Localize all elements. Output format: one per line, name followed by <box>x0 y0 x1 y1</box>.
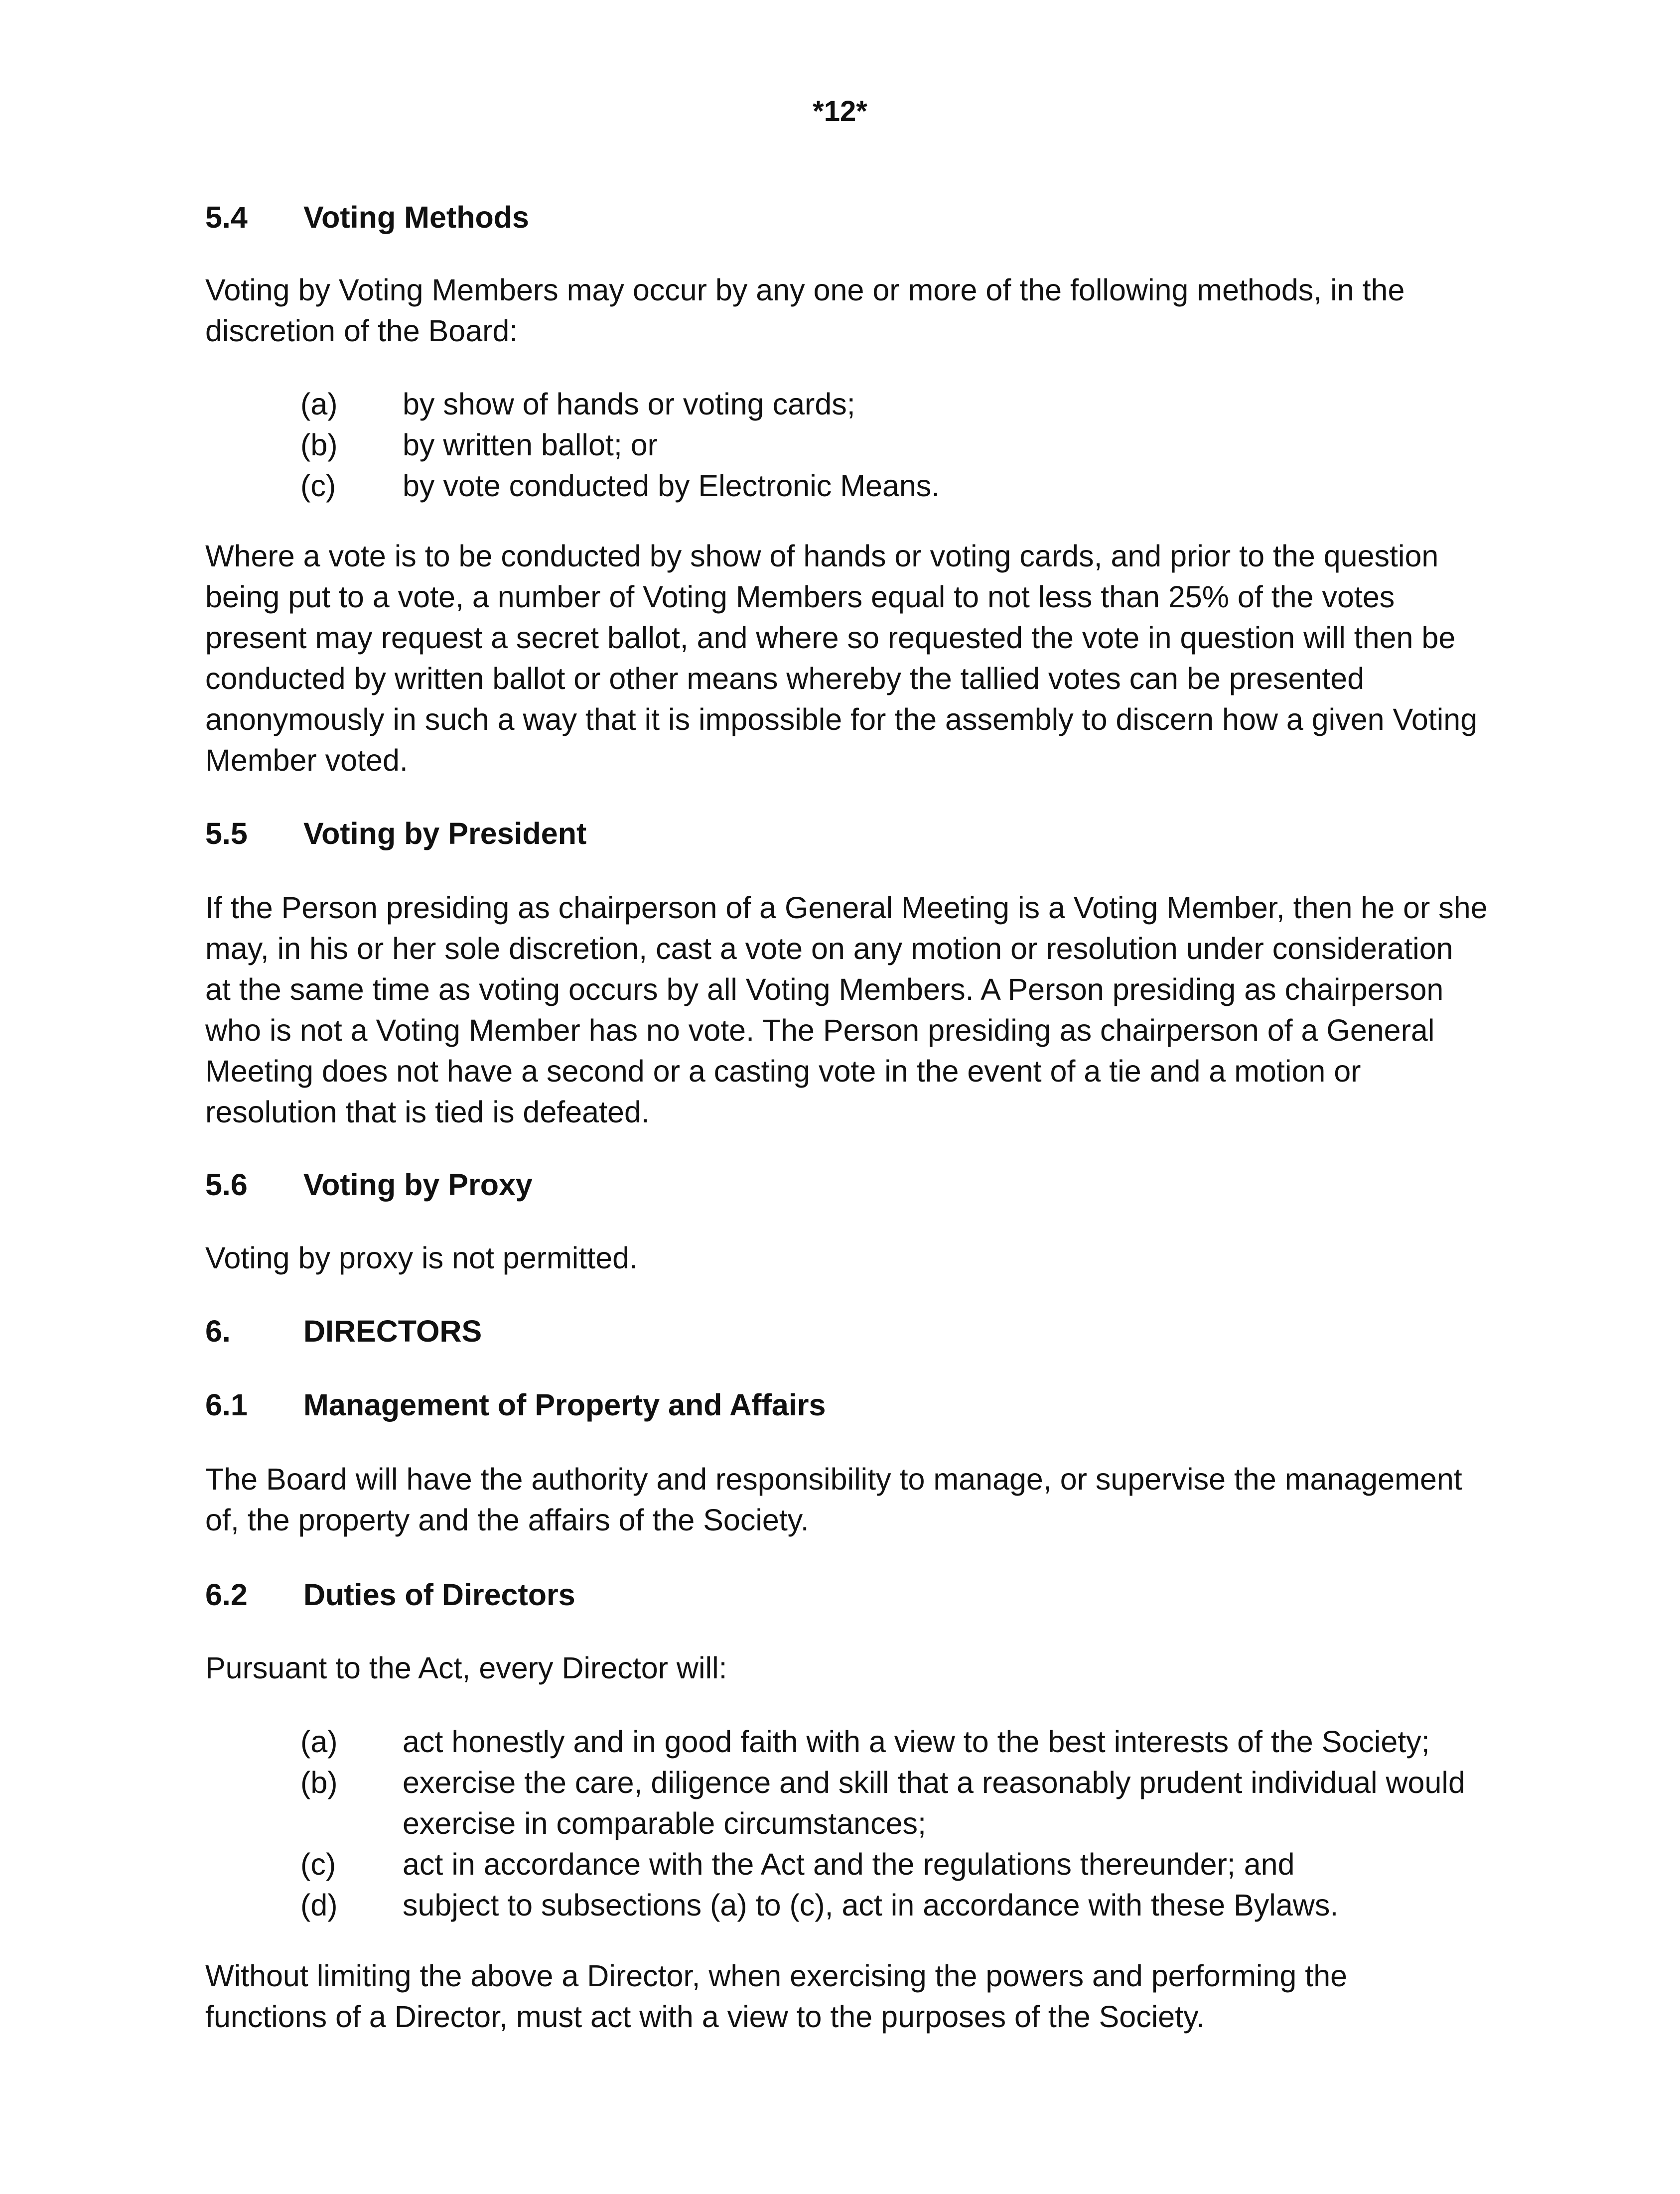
paragraph-line: Meeting does not have a second or a casting vote in the event of a tie and a motion or <box>205 1054 1361 1088</box>
list-item-text: subject to subsections (a) to (c), act in accordance with these Bylaws. <box>403 1888 1339 1922</box>
paragraph-line: of, the property and the affairs of the Society. <box>205 1503 809 1537</box>
paragraph-line: Voting by Voting Members may occur by any one or more of the following methods, in the <box>205 273 1405 307</box>
list-marker: (c) <box>300 469 336 503</box>
section-heading-5-6 <box>205 1164 1481 1205</box>
paragraph-line: at the same time as voting occurs by all Voting Members. A Person presiding as chairperson <box>205 972 1444 1006</box>
list-item-text: by vote conducted by Electronic Means. <box>403 469 940 503</box>
section-heading-6-2 <box>205 1574 1481 1615</box>
section-title: Voting Methods <box>303 200 529 234</box>
section-6-1-paragraph <box>205 1459 1481 1540</box>
section-title: DIRECTORS <box>303 1314 482 1348</box>
paragraph-line: discretion of the Board: <box>205 314 518 348</box>
list-item <box>300 465 1496 506</box>
paragraph-line: Where a vote is to be conducted by show of hands or voting cards, and prior to the question <box>205 539 1439 573</box>
section-number: 6.1 <box>205 1388 248 1422</box>
section-heading-6-1 <box>205 1384 1481 1425</box>
list-marker: (d) <box>300 1888 338 1922</box>
list-item <box>300 384 1496 424</box>
list-item-text: by written ballot; or <box>403 428 658 462</box>
page-number: *12* <box>813 95 867 128</box>
paragraph-line: functions of a Director, must act with a view to the purposes of the Society. <box>205 2000 1205 2034</box>
paragraph-line: Member voted. <box>205 743 408 777</box>
section-heading-5-5 <box>205 813 1481 854</box>
section-6-2-intro <box>205 1647 1481 1688</box>
section-5-4-paragraph <box>205 536 1481 781</box>
paragraph-line: may, in his or her sole discretion, cast a vote on any motion or resolution under consideration <box>205 932 1453 965</box>
paragraph-line: Without limiting the above a Director, when exercising the powers and performing the <box>205 1959 1348 1993</box>
paragraph-line: Pursuant to the Act, every Director will: <box>205 1651 727 1685</box>
list-marker: (b) <box>300 1766 338 1799</box>
paragraph-line: If the Person presiding as chairperson of a General Meeting is a Voting Member, then he or she <box>205 891 1488 925</box>
section-number: 5.6 <box>205 1168 248 1202</box>
section-5-4-intro <box>205 270 1481 351</box>
paragraph-line: resolution that is tied is defeated. <box>205 1095 650 1129</box>
list-marker: (b) <box>300 428 338 462</box>
section-heading-6 <box>205 1311 1481 1352</box>
list-item-text: act honestly and in good faith with a view to the best interests of the Society; <box>403 1725 1430 1759</box>
section-6-2-list <box>300 1721 1496 1925</box>
paragraph-line: anonymously in such a way that it is impossible for the assembly to discern how a given Voting <box>205 702 1478 736</box>
section-title: Voting by President <box>303 817 587 850</box>
list-item <box>300 1885 1496 1925</box>
section-5-6-paragraph <box>205 1237 1481 1278</box>
section-title: Management of Property and Affairs <box>303 1388 826 1422</box>
list-item <box>300 1721 1496 1762</box>
section-number: 5.4 <box>205 200 248 234</box>
section-title: Duties of Directors <box>303 1578 575 1612</box>
list-item-text: exercise the care, diligence and skill that a reasonably prudent individual would <box>403 1766 1465 1799</box>
section-heading-5-4 <box>205 197 1481 238</box>
list-marker: (a) <box>300 387 338 421</box>
paragraph-line: The Board will have the authority and responsibility to manage, or supervise the management <box>205 1462 1462 1496</box>
list-marker: (c) <box>300 1847 336 1881</box>
list-item <box>300 1762 1496 1844</box>
section-title: Voting by Proxy <box>303 1168 533 1202</box>
list-item <box>300 424 1496 465</box>
section-6-2-paragraph <box>205 1955 1481 2037</box>
paragraph-line: being put to a vote, a number of Voting Members equal to not less than 25% of the votes <box>205 580 1395 614</box>
paragraph-line: conducted by written ballot or other means whereby the tallied votes can be presented <box>205 662 1365 695</box>
list-item-text: by show of hands or voting cards; <box>403 387 855 421</box>
list-item <box>300 1844 1496 1885</box>
paragraph-line: Voting by proxy is not permitted. <box>205 1241 638 1275</box>
section-5-4-list <box>300 384 1496 506</box>
list-item-text: exercise in comparable circumstances; <box>403 1806 926 1840</box>
section-number: 5.5 <box>205 817 248 850</box>
paragraph-line: who is not a Voting Member has no vote. The Person presiding as chairperson of a General <box>205 1013 1435 1047</box>
section-5-5-paragraph <box>205 887 1488 1132</box>
section-number: 6.2 <box>205 1578 248 1612</box>
section-number: 6. <box>205 1314 231 1348</box>
paragraph-line: present may request a secret ballot, and where so requested the vote in question will then be <box>205 621 1456 655</box>
list-marker: (a) <box>300 1725 338 1759</box>
list-item-text: act in accordance with the Act and the regulations thereunder; and <box>403 1847 1295 1881</box>
